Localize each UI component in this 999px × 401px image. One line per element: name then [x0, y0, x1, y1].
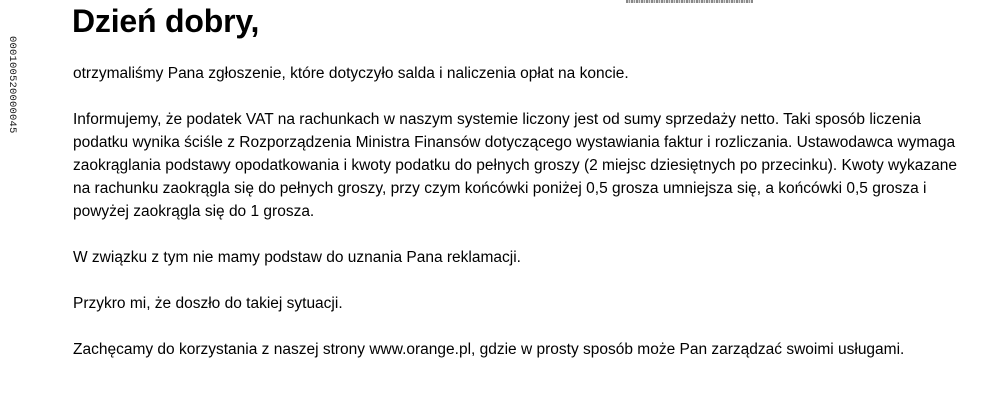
paragraph-apology: Przykro mi, że doszło do takiej sytuacji.: [73, 295, 343, 312]
letter-body: [73, 62, 973, 384]
paragraph-vat-explanation: Informujemy, że podatek VAT na rachunkach w naszym systemie liczony jest od sumy sprzedaży netto. Taki sposób liczenia podatku wynika ściśle z Rozporządzenia Ministra Finansów dotyczącego wystawiania faktur i rozliczania. Ustawodawca wymaga zaokrąglania podstawy opodatkowania i kwoty podatku do pełnych groszy (2 miejsc dziesiętnych po przecinku). Kwoty wykazane na rachunku zaokrągla się do pełnych groszy, przy czym końcówki poniżej 0,5 grosza umniejsza się, a końcówki 0,5 grosza i powyżej zaokrągla się do 1 grosza.: [73, 111, 957, 220]
paragraph-website-invite: Zachęcamy do korzystania z naszej strony www.orange.pl, gdzie w prosty sposób może Pan zarządzać swoimi usługami.: [73, 341, 905, 358]
letter-greeting: Dzień dobry,: [72, 3, 260, 39]
paragraph-decision: W związku z tym nie mamy podstaw do uznania Pana reklamacji.: [73, 249, 521, 266]
document-reference-code: 000100520000045: [6, 36, 18, 134]
paragraph-intro: otrzymaliśmy Pana zgłoszenie, które dotyczyło salda i naliczenia opłat na koncie.: [73, 65, 629, 82]
scan-barcode-mark: [626, 0, 753, 3]
